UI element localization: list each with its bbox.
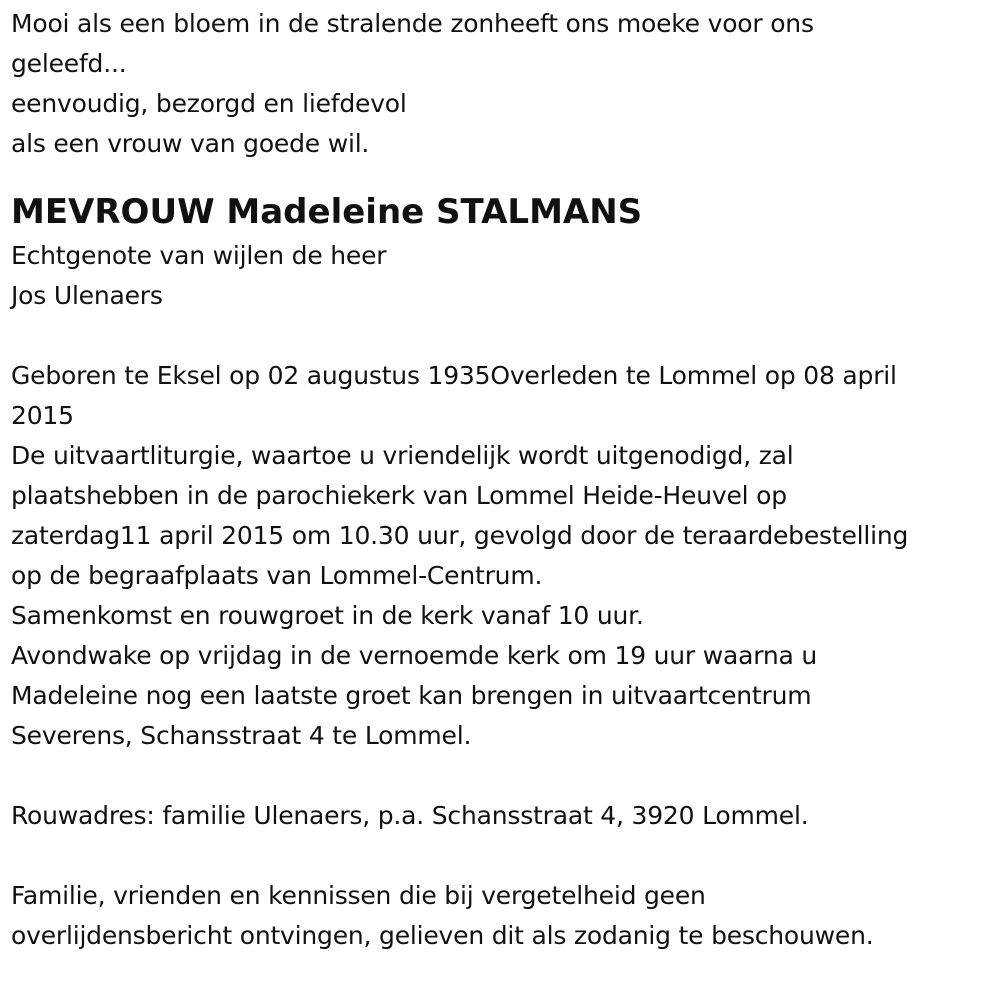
vigil-line: Avondwake op vrijdag in de vernoemde kerk om 19 uur waarna u [11, 641, 818, 670]
poem-line: geleefd... [11, 49, 127, 78]
gathering-line: Samenkomst en rouwgroet in de kerk vanaf 10 uur. [11, 601, 644, 630]
closing-line: overlijdensbericht ontvingen, gelieven dit als zodanig te beschouwen. [11, 921, 874, 950]
poem-line: eenvoudig, bezorgd en liefdevol [11, 89, 407, 118]
vigil-line: Madeleine nog een laatste groet kan brengen in uitvaartcentrum [11, 681, 812, 710]
liturgy-line: op de begraafplaats van Lommel-Centrum. [11, 561, 543, 590]
spacer [11, 316, 1000, 356]
birth-death-line: 2015 [11, 401, 74, 430]
spacer [11, 836, 1000, 876]
closing-line: Familie, vrienden en kennissen die bij vergetelheid geen [11, 881, 706, 910]
liturgy-line: zaterdag11 april 2015 om 10.30 uur, gevolgd door de teraardebestelling [11, 521, 909, 550]
deceased-name-heading: MEVROUW Madeleine STALMANS [11, 192, 643, 232]
vigil-line: Severens, Schansstraat 4 te Lommel. [11, 721, 472, 750]
poem-line: Mooi als een bloem in de stralende zonheeft ons moeke voor ons [11, 9, 814, 38]
poem-section [11, 4, 1000, 164]
spacer [11, 756, 1000, 796]
poem-line: als een vrouw van goede wil. [11, 129, 370, 158]
spouse-line: Echtgenote van wijlen de heer [11, 241, 387, 270]
liturgy-line: plaatshebben in de parochiekerk van Lommel Heide-Heuvel op [11, 481, 787, 510]
closing-section [11, 876, 1000, 956]
spouse-line: Jos Ulenaers [11, 281, 163, 310]
spouse-section [11, 236, 1000, 316]
funeral-details-section [11, 356, 1000, 756]
liturgy-line: De uitvaartliturgie, waartoe u vriendelijk wordt uitgenodigd, zal [11, 441, 794, 470]
birth-death-line: Geboren te Eksel op 02 augustus 1935Overleden te Lommel op 08 april [11, 361, 897, 390]
mourning-address: Rouwadres: familie Ulenaers, p.a. Schansstraat 4, 3920 Lommel. [11, 801, 809, 830]
